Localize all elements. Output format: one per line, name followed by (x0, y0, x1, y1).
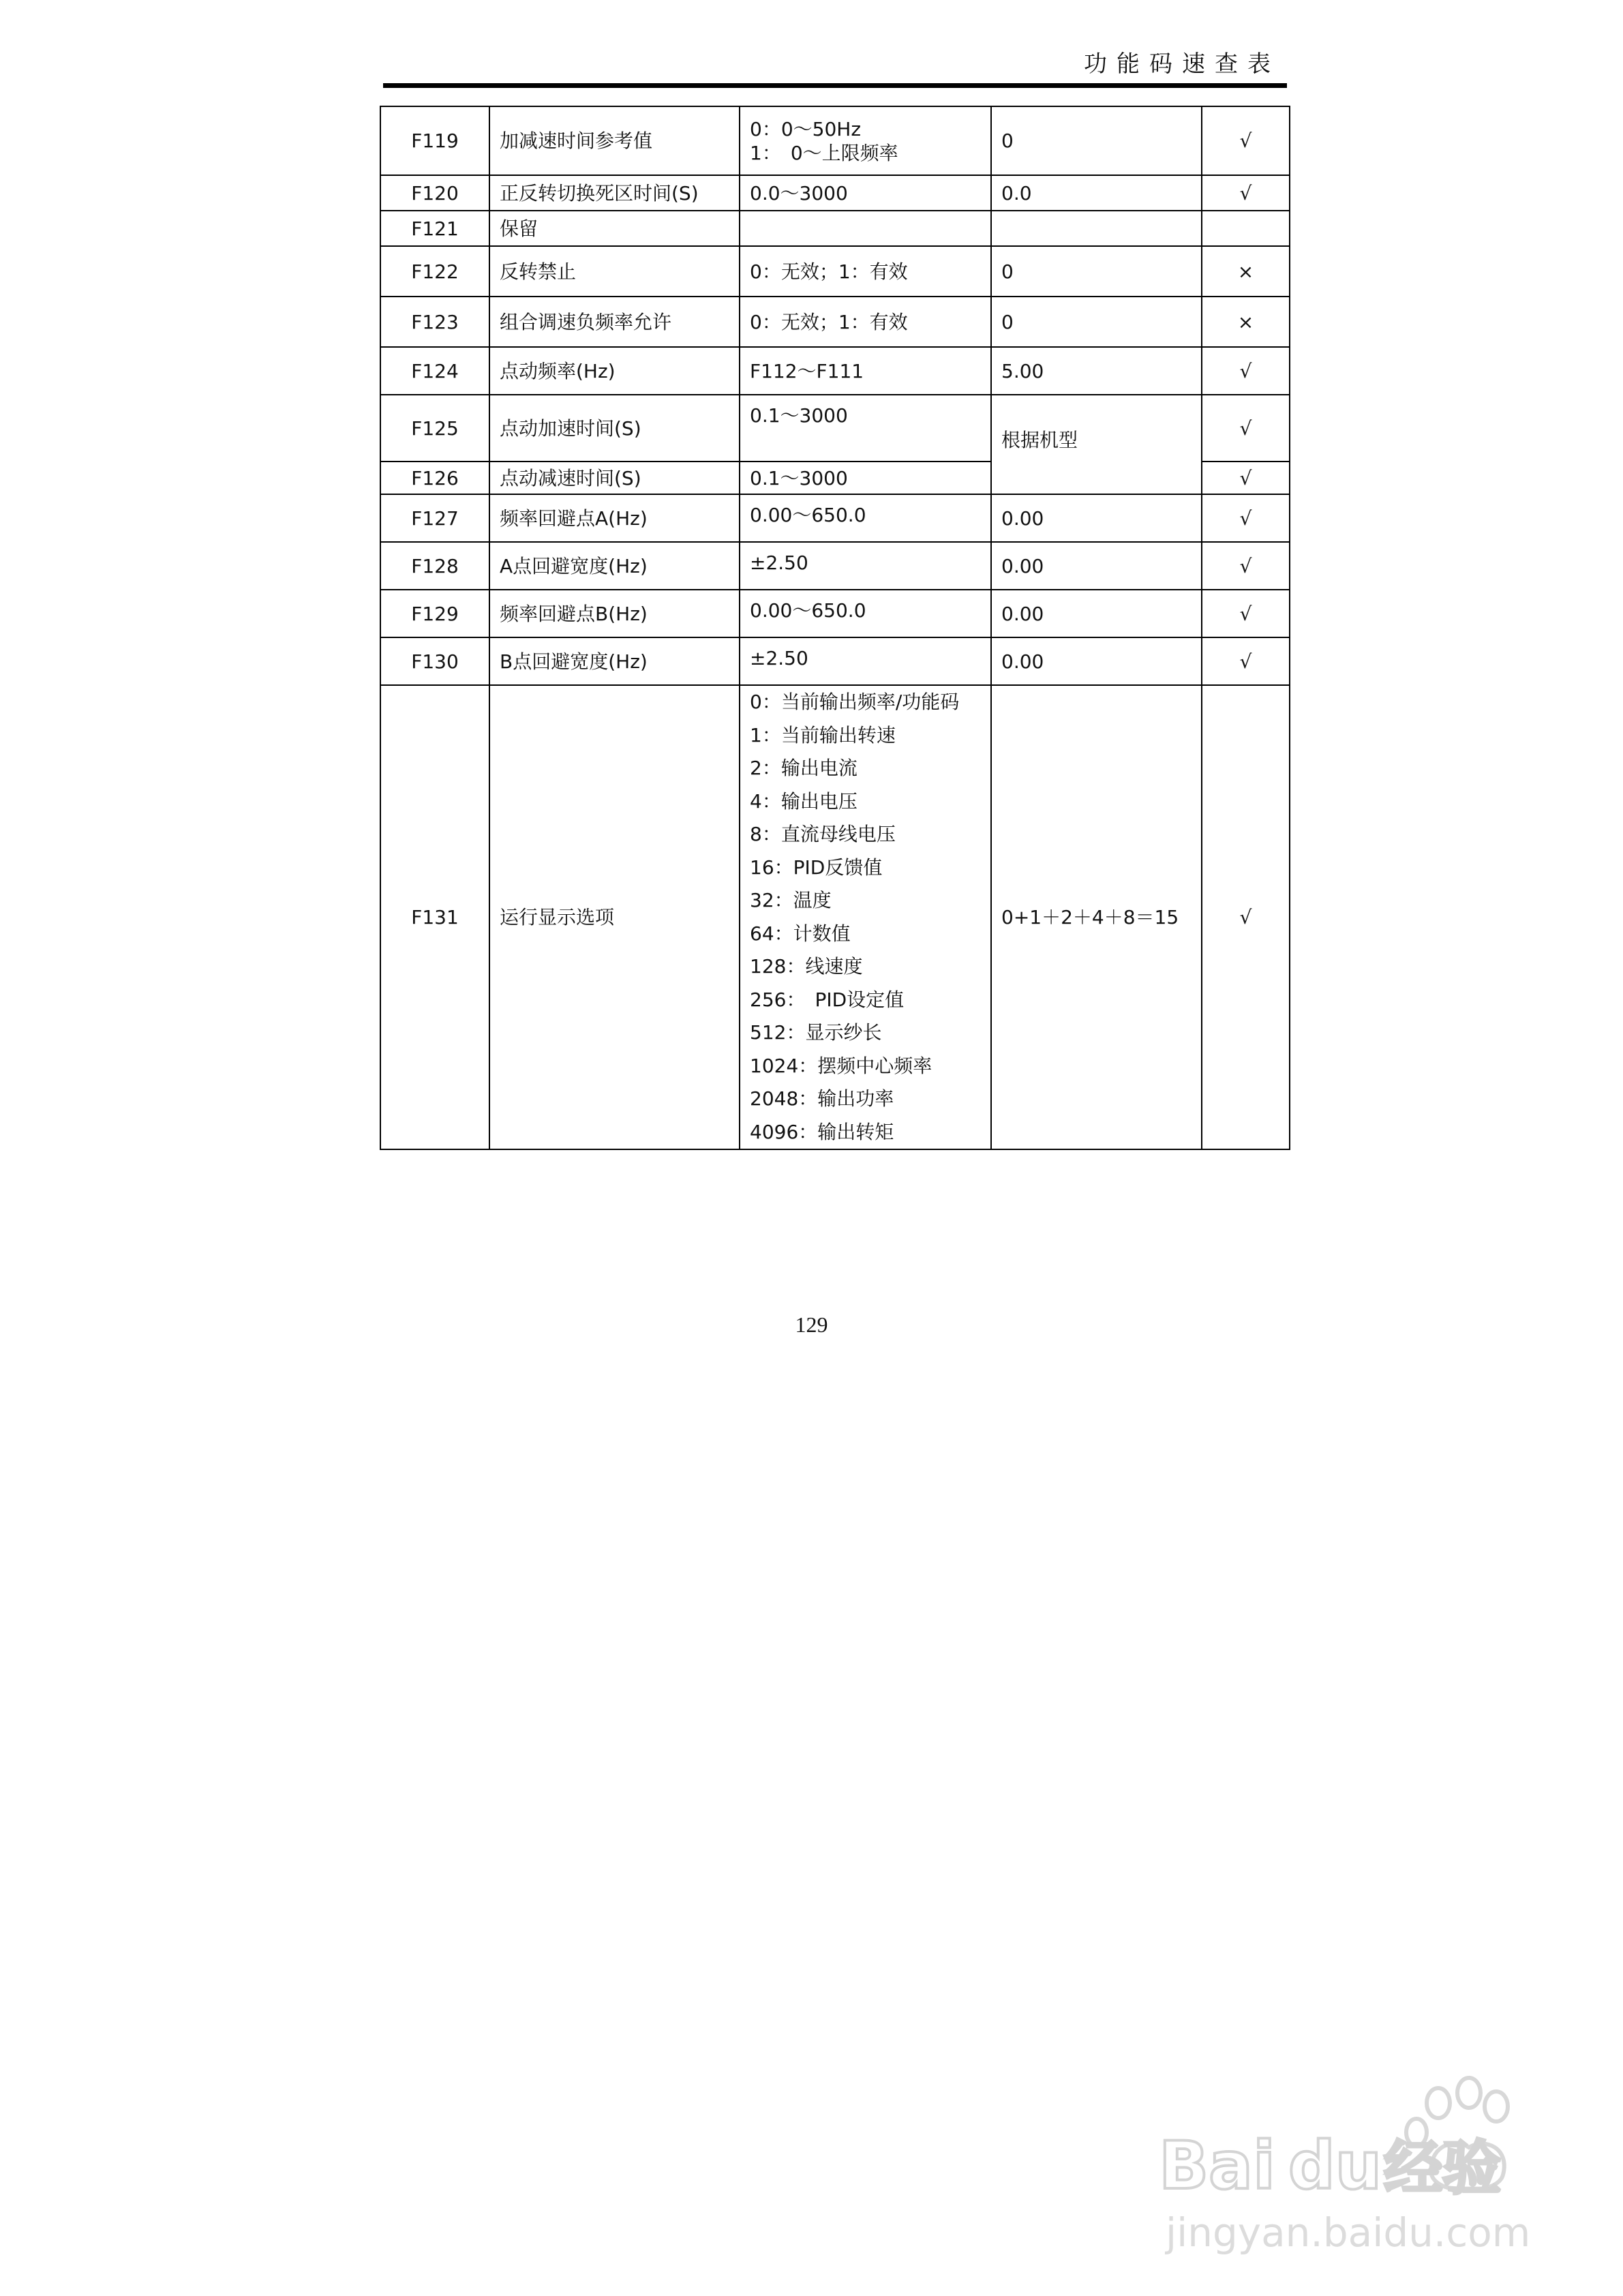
table-row (380, 106, 1290, 175)
table-row (380, 395, 1290, 462)
param-range: 0：无效；1：有效 (740, 246, 991, 297)
param-code: F124 (380, 347, 489, 395)
cross-mark-icon: × (1202, 246, 1290, 297)
header-title: 功能码速查表 (1084, 50, 1280, 78)
param-code: F120 (380, 175, 489, 211)
param-code: F123 (380, 297, 489, 347)
param-name: 保留 (489, 211, 740, 246)
table-row (380, 211, 1290, 246)
option-line: 512：显示纱长 (750, 1021, 882, 1044)
svg-text:Bai: Bai (1159, 2128, 1275, 2204)
range-line: 1： 0～上限频率 (750, 141, 898, 164)
param-name: 频率回避点A(Hz) (489, 494, 740, 542)
table-row (380, 246, 1290, 297)
param-default: 0 (991, 106, 1202, 175)
param-code: F127 (380, 494, 489, 542)
param-code: F126 (380, 462, 489, 494)
option-line: 4：输出电压 (750, 789, 858, 813)
header-rule (383, 83, 1287, 88)
table-row (380, 347, 1290, 395)
param-range: 0：无效；1：有效 (740, 297, 991, 347)
cross-mark-icon: × (1202, 297, 1290, 347)
param-range: ±2.50 (740, 542, 991, 590)
option-line: 256： PID设定值 (750, 988, 905, 1011)
param-name: A点回避宽度(Hz) (489, 542, 740, 590)
param-default: 根据机型 (991, 395, 1202, 494)
param-name: 反转禁止 (489, 246, 740, 297)
check-mark-icon: √ (1202, 347, 1290, 395)
baidu-jingyan-watermark-icon (1159, 2072, 1541, 2263)
param-range: F112～F111 (740, 347, 991, 395)
table-row (380, 297, 1290, 347)
param-code: F130 (380, 637, 489, 685)
param-range (740, 211, 991, 246)
param-default: 0+1＋2＋4＋8＝15 (991, 685, 1202, 1149)
param-name: B点回避宽度(Hz) (489, 637, 740, 685)
table-row (380, 685, 1290, 1149)
check-mark-icon: √ (1202, 395, 1290, 462)
table-row (380, 542, 1290, 590)
param-default: 0.00 (991, 637, 1202, 685)
param-default: 5.00 (991, 347, 1202, 395)
param-range: ±2.50 (740, 637, 991, 685)
svg-text:jingyan.baidu.com: jingyan.baidu.com (1166, 2209, 1531, 2256)
param-name: 点动加速时间(S) (489, 395, 740, 462)
param-name: 频率回避点B(Hz) (489, 590, 740, 637)
param-name: 加减速时间参考值 (489, 106, 740, 175)
param-range (740, 106, 991, 175)
param-default: 0 (991, 246, 1202, 297)
param-range: 0.00～650.0 (740, 590, 991, 637)
param-range-options (740, 685, 991, 1149)
range-line: 0：0～50Hz (750, 117, 862, 140)
check-mark-icon: √ (1202, 494, 1290, 542)
param-code: F131 (380, 685, 489, 1149)
param-code: F129 (380, 590, 489, 637)
param-default: 0.00 (991, 542, 1202, 590)
option-line: 4096：输出转矩 (750, 1120, 894, 1143)
param-range: 0.00～650.0 (740, 494, 991, 542)
check-mark-icon: √ (1202, 106, 1290, 175)
option-line: 2048：输出功率 (750, 1087, 894, 1110)
param-code: F121 (380, 211, 489, 246)
svg-text:经验: 经验 (1384, 2134, 1501, 2203)
option-line: 16：PID反馈值 (750, 856, 883, 879)
param-default: 0.0 (991, 175, 1202, 211)
option-line: 2：输出电流 (750, 757, 858, 779)
page-number: 129 (795, 1312, 828, 1337)
option-line: 128：线速度 (750, 955, 863, 978)
option-line: 64：计数值 (750, 922, 851, 945)
modifiable-cell (1202, 211, 1290, 246)
param-range: 0.1～3000 (740, 395, 991, 462)
svg-text:du: du (1288, 2128, 1382, 2204)
param-code: F119 (380, 106, 489, 175)
option-line: 1024：摆频中心频率 (750, 1054, 932, 1077)
param-name: 运行显示选项 (489, 685, 740, 1149)
param-default: 0.00 (991, 590, 1202, 637)
check-mark-icon: √ (1202, 542, 1290, 590)
option-line: 8：直流母线电压 (750, 823, 896, 845)
table-row (380, 175, 1290, 211)
param-name: 点动减速时间(S) (489, 462, 740, 494)
check-mark-icon: √ (1202, 685, 1290, 1149)
option-line: 1：当前输出转速 (750, 723, 896, 746)
table-row (380, 637, 1290, 685)
check-mark-icon: √ (1202, 462, 1290, 494)
param-code: F125 (380, 395, 489, 462)
check-mark-icon: √ (1202, 637, 1290, 685)
param-name: 组合调速负频率允许 (489, 297, 740, 347)
param-code: F128 (380, 542, 489, 590)
param-name: 点动频率(Hz) (489, 347, 740, 395)
check-mark-icon: √ (1202, 175, 1290, 211)
param-default: 0 (991, 297, 1202, 347)
param-range: 0.1～3000 (740, 462, 991, 494)
param-name: 正反转切换死区时间(S) (489, 175, 740, 211)
check-mark-icon: √ (1202, 590, 1290, 637)
table-row (380, 494, 1290, 542)
param-default: 0.00 (991, 494, 1202, 542)
table-row (380, 590, 1290, 637)
param-default (991, 211, 1202, 246)
option-line: 0：当前输出频率/功能码 (750, 691, 960, 713)
parameter-table (380, 106, 1290, 1150)
option-line: 32：温度 (750, 889, 832, 911)
param-range: 0.0～3000 (740, 175, 991, 211)
param-code: F122 (380, 246, 489, 297)
